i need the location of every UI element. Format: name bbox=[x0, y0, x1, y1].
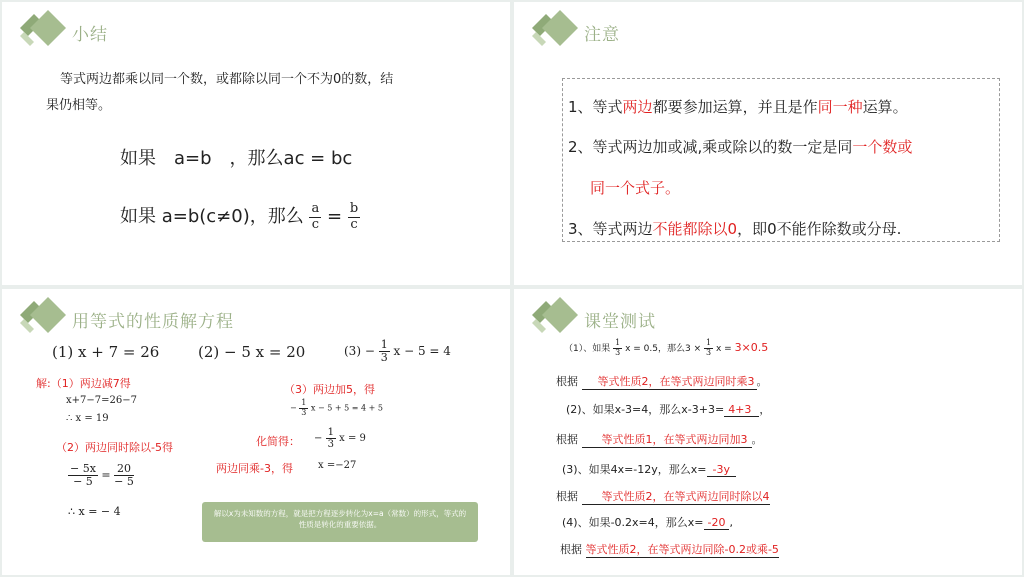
diamond-logo-icon bbox=[16, 297, 68, 333]
step2-frac-left bbox=[68, 463, 98, 488]
notice-highlight: 两边 bbox=[622, 98, 653, 116]
notice-highlight: 同一种 bbox=[817, 98, 863, 116]
frac-den-c2: c bbox=[350, 216, 358, 232]
step3-line bbox=[290, 399, 383, 418]
q1-basis-end: 。 bbox=[756, 375, 768, 388]
eq3-prefix: (3) − bbox=[344, 344, 375, 359]
notice-text: 2、等式两边加或减,乘或除以的数一定是同 bbox=[568, 138, 853, 156]
q3-basis: 等式性质2，在等式两边同时除以4 bbox=[582, 488, 770, 505]
notice-text: 1、等式 bbox=[568, 98, 623, 116]
summary-panel bbox=[2, 2, 510, 285]
notice-text: ，即0不能作除数或分母. bbox=[737, 220, 902, 238]
q1-frac2 bbox=[704, 339, 713, 358]
fraction-a-c bbox=[309, 202, 321, 232]
frac-num: 1 bbox=[301, 398, 307, 407]
q2-end: ， bbox=[759, 403, 771, 416]
equation-1: (1) x + 7 = 26 bbox=[52, 343, 160, 361]
basis-label: 根据 bbox=[560, 543, 582, 556]
diamond-logo-icon bbox=[528, 297, 580, 333]
frac-num: 1 bbox=[327, 427, 334, 438]
basis-label: 根据 bbox=[556, 433, 578, 446]
summary-title: 小结 bbox=[72, 25, 108, 45]
question-1 bbox=[564, 339, 768, 358]
q1-basis: 等式性质2，在等式两边同时乘3 bbox=[582, 373, 757, 390]
frac-num: 1 bbox=[615, 338, 621, 347]
q2-basis-end: 。 bbox=[751, 433, 763, 446]
basis-label: 根据 bbox=[556, 490, 578, 503]
frac-den: − 5 bbox=[114, 475, 134, 489]
frac-den: 3 bbox=[705, 347, 712, 357]
frac-num: − 5x bbox=[70, 462, 96, 475]
question-2 bbox=[566, 401, 770, 417]
step1-line2: ∴ x = 19 bbox=[66, 413, 109, 424]
frac-den: 3 bbox=[301, 407, 307, 417]
eq3-fraction bbox=[379, 339, 390, 364]
step2-frac-right bbox=[114, 463, 134, 488]
multiply-label: 两边同乘-3，得 bbox=[216, 462, 293, 475]
multiply-result: x =−27 bbox=[318, 460, 357, 471]
q4-basis-line bbox=[560, 541, 779, 558]
q2-basis-line bbox=[556, 431, 763, 448]
frac-den: 3 bbox=[615, 347, 621, 357]
simplify-label: 化简得： bbox=[256, 435, 300, 448]
step1-line1: x+7−7=26−7 bbox=[66, 395, 137, 406]
notice-line-3 bbox=[568, 218, 901, 239]
step3-frac bbox=[299, 399, 308, 418]
question-3 bbox=[562, 461, 736, 477]
rule-multiply: 如果 a=b ，那么ac = bc bbox=[120, 148, 353, 169]
q2-answer: 4+3 bbox=[724, 403, 759, 417]
basis-label: 根据 bbox=[556, 375, 578, 388]
q3-text: (3)、如果4x=-12y，那么x= bbox=[562, 463, 707, 476]
method-note: 解以x为未知数的方程，就是把方程逐步转化为x=a（常数）的形式，等式的性质是转化的重要依据。 bbox=[202, 502, 478, 542]
notice-title: 注意 bbox=[584, 25, 620, 45]
step3-rest: x − 5 + 5 = 4 + 5 bbox=[310, 403, 383, 413]
frac-num-b: b bbox=[349, 201, 359, 217]
notice-line-1 bbox=[568, 96, 908, 117]
notice-highlight: 一个数或 bbox=[852, 138, 913, 156]
simplify-frac bbox=[326, 427, 336, 450]
frac-den: 3 bbox=[380, 351, 388, 365]
summary-paragraph-2: 果仍相等。 bbox=[46, 98, 112, 113]
equals-sign: = bbox=[326, 206, 343, 227]
step2-fractions bbox=[68, 463, 134, 488]
q4-answer: -20 bbox=[704, 516, 730, 530]
equation-2: (2) − 5 x = 20 bbox=[198, 343, 306, 361]
frac-num: 1 bbox=[380, 338, 388, 351]
fraction-b-c bbox=[348, 202, 360, 232]
notice-highlight: 不能都除以0 bbox=[652, 220, 738, 238]
q1-end: x = bbox=[715, 343, 732, 354]
minus-sign: − bbox=[314, 433, 323, 444]
frac-den-c: c bbox=[311, 216, 319, 232]
equation-3 bbox=[344, 339, 451, 364]
notice-text: 3、等式两边 bbox=[568, 220, 653, 238]
equals-sign: = bbox=[101, 468, 111, 482]
step2-result: ∴ x = − 4 bbox=[68, 505, 121, 518]
solve-panel bbox=[2, 289, 510, 575]
step1-label: 解:（1）两边减7得 bbox=[36, 377, 131, 390]
notice-text: 运算。 bbox=[862, 98, 908, 116]
notice-text: 都要参加运算，并且是作 bbox=[652, 98, 818, 116]
frac-num: 1 bbox=[705, 338, 712, 347]
rule-divide-prefix: 如果 a=b(c≠0)，那么 bbox=[120, 206, 304, 227]
simplify-rest: x = 9 bbox=[339, 433, 366, 444]
rule-divide bbox=[120, 202, 360, 232]
frac-den: − 5 bbox=[73, 475, 93, 489]
q2-text: (2)、如果x-3=4，那么x-3+3= bbox=[566, 403, 725, 416]
notice-line-2b: 同一个式子。 bbox=[590, 179, 681, 197]
q1-basis-line bbox=[556, 373, 768, 390]
minus-sign: − bbox=[290, 403, 297, 413]
eq3-suffix: x − 5 = 4 bbox=[393, 344, 451, 359]
q1-prefix: （1）、如果 bbox=[564, 343, 611, 354]
notice-panel bbox=[514, 2, 1022, 285]
solve-title: 用等式的性质解方程 bbox=[72, 312, 234, 332]
diamond-logo-icon bbox=[528, 10, 580, 46]
notice-line-2 bbox=[568, 136, 912, 157]
q4-basis: 等式性质2，在等式两边同除-0.2或乘-5 bbox=[585, 543, 779, 556]
frac-den: 3 bbox=[327, 439, 334, 450]
q3-answer: -3y bbox=[707, 463, 736, 477]
step3-label: （3）两边加5，得 bbox=[284, 383, 375, 396]
q4-text: (4)、如果-0.2x=4，那么x= bbox=[562, 516, 704, 529]
question-4 bbox=[562, 514, 733, 530]
diamond-logo-icon bbox=[16, 10, 68, 46]
frac-num-a: a bbox=[311, 201, 320, 217]
q3-basis-line bbox=[556, 488, 770, 505]
q1-frac bbox=[613, 339, 622, 358]
step2-label: （2）两边同时除以-5得 bbox=[56, 441, 173, 454]
test-panel bbox=[514, 289, 1022, 575]
test-title: 课堂测试 bbox=[584, 312, 656, 332]
summary-paragraph: 等式两边都乘以同一个数，或都除以同一个不为0的数，结 bbox=[60, 72, 394, 87]
q4-end: , bbox=[729, 516, 733, 529]
q2-basis: 等式性质1，在等式两边同加3 bbox=[582, 431, 752, 448]
frac-num: 20 bbox=[114, 463, 134, 476]
q1-mid: x = 0.5，那么3 × bbox=[625, 343, 702, 354]
simplify-result bbox=[314, 427, 366, 450]
q1-answer: 3×0.5 bbox=[734, 340, 769, 354]
